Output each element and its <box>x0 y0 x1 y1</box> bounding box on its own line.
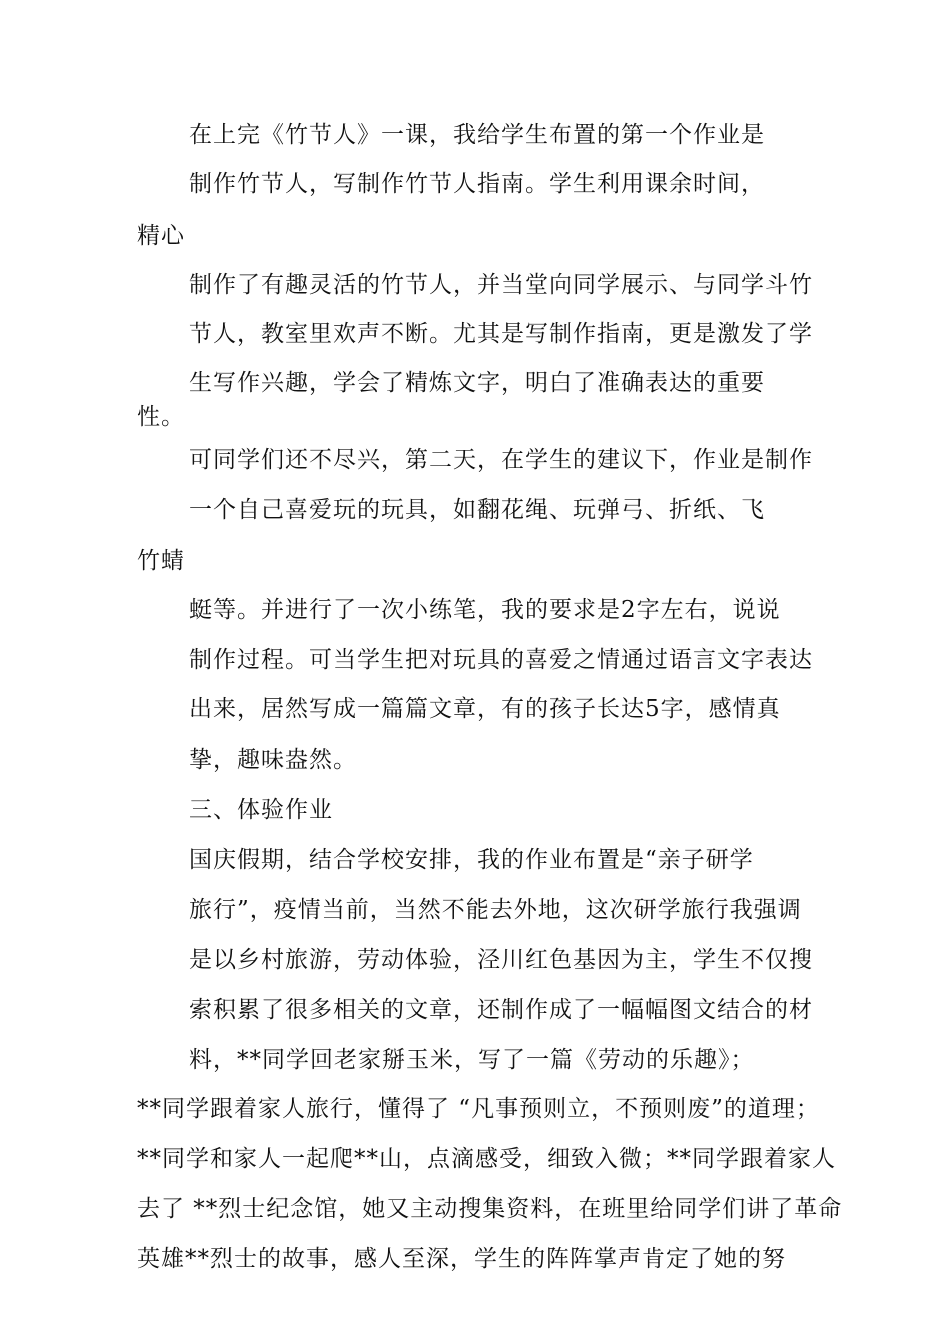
text-line-8: 可同学们还不尽兴，第二天，在学生的建议下，作业是制作 <box>189 447 813 473</box>
text-line-19: 索积累了很多相关的文章，还制作成了一幅幅图文结合的材 <box>189 997 813 1023</box>
text-line-5: 节人，教室里欢声不断。尤其是写制作指南，更是激发了学 <box>189 321 813 347</box>
text-line-9: 一个自己喜爱玩的玩具，如翻花绳、玩弹弓、折纸、飞 <box>189 497 765 523</box>
text-line-21: **同学跟着家人旅行，懂得了 “凡事预则立，不预则废”的道理； <box>137 1096 820 1122</box>
text-line-14: 挚，趣味盎然。 <box>189 747 357 773</box>
text-line-6: 生写作兴趣，学会了精炼文字，明白了准确表达的重要 <box>189 370 765 396</box>
text-line-4: 制作了有趣灵活的竹节人，并当堂向同学展示、与同学斗竹 <box>189 272 813 298</box>
text-line-20: 料，**同学回老家掰玉米，写了一篇《劳动的乐趣》； <box>189 1047 755 1073</box>
text-line-10: 竹蜻 <box>137 548 185 574</box>
section-heading: 三、体验作业 <box>189 797 333 823</box>
text-line-18: 是以乡村旅游，劳动体验，泾川红色基因为主，学生不仅搜 <box>189 947 813 973</box>
text-line-24: 英雄**烈士的故事，感人至深，学生的阵阵掌声肯定了她的努 <box>137 1246 786 1272</box>
text-line-12: 制作过程。可当学生把对玩具的喜爱之情通过语言文字表达 <box>189 647 813 673</box>
text-line-7: 性。 <box>137 404 185 430</box>
text-line-17: 旅行”，疫情当前，当然不能去外地，这次研学旅行我强调 <box>189 897 802 923</box>
text-line-16: 国庆假期，结合学校安排，我的作业布置是“亲子研学 <box>189 847 754 873</box>
text-line-11: 蜓等。并进行了一次小练笔，我的要求是2字左右，说说 <box>189 597 781 623</box>
text-line-2: 制作竹节人，写制作竹节人指南。学生利用课余时间， <box>189 171 765 197</box>
text-line-13: 出来，居然写成一篇篇文章，有的孩子长达5字，感情真 <box>189 696 781 722</box>
text-line-22: **同学和家人一起爬**山，点滴感受，细致入微；**同学跟着家人 <box>137 1146 836 1172</box>
text-line-3: 精心 <box>137 223 185 249</box>
text-line-23: 去了 **烈士纪念馆，她又主动搜集资料，在班里给同学们讲了革命 <box>137 1196 843 1222</box>
text-line-1: 在上完《竹节人》一课，我给学生布置的第一个作业是 <box>189 122 765 148</box>
